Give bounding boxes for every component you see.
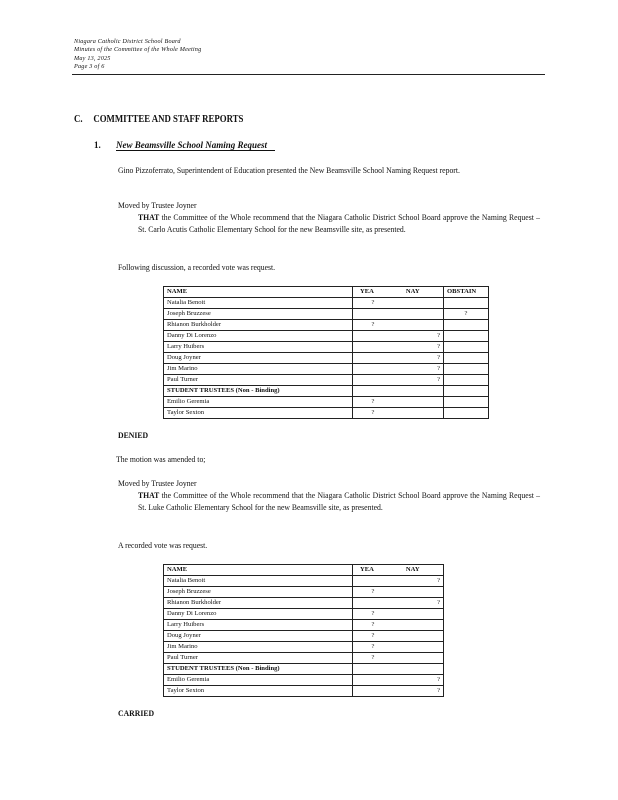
vote1-abstain-mark	[444, 320, 489, 331]
vote2-yea-mark: ?	[371, 654, 375, 661]
vote2-yea-nay-cell	[353, 653, 444, 664]
section-letter: C.	[74, 114, 83, 125]
vote1-yea-nay-cell	[353, 298, 444, 309]
vote1-yea-nay-cell	[353, 408, 444, 419]
vote1-yea-mark: ?	[371, 299, 375, 306]
amended-text: The motion was amended to;	[116, 455, 206, 464]
vote2-yea-mark: ?	[371, 643, 375, 650]
vote2-yea-mark: ?	[371, 621, 375, 628]
vote1-yea-nay-cell	[353, 397, 444, 408]
vote1-yea-mark: ?	[371, 398, 375, 405]
vote1-yea-nay-cell	[353, 331, 444, 342]
vote2-row	[164, 675, 444, 686]
vote1-student-header-empty	[444, 386, 489, 397]
vote1-trustee-name: Paul Turner	[164, 375, 353, 386]
vote1-table	[163, 286, 489, 419]
header-divider	[72, 74, 545, 75]
vote1-abstain-mark	[444, 364, 489, 375]
vote2-row	[164, 620, 444, 631]
vote2-yea-mark: ?	[371, 610, 375, 617]
vote1-trustee-name: Joseph Bruzzese	[164, 309, 353, 320]
vote1-nay-mark: ?	[437, 354, 440, 361]
vote1-nay-mark: ?	[437, 332, 440, 339]
vote1-row	[164, 353, 489, 364]
vote1-student-header-row	[164, 386, 489, 397]
discussion-text: Following discussion, a recorded vote was request.	[118, 263, 276, 272]
vote1-abstain-mark	[444, 397, 489, 408]
vote1-yea-nay-cell	[353, 342, 444, 353]
vote1-trustee-name: Rhianon Burkholder	[164, 320, 353, 331]
vote1-row	[164, 320, 489, 331]
vote1-header-yea-nay	[353, 287, 444, 298]
vote1-row	[164, 309, 489, 320]
recorded-text: A recorded vote was request.	[118, 541, 208, 550]
vote1-abstain-mark	[444, 298, 489, 309]
vote2-row	[164, 609, 444, 620]
header-meeting-name: Minutes of the Committee of the Whole Meeting	[74, 46, 202, 54]
vote1-trustee-name: Natalia Benoit	[164, 298, 353, 309]
vote1-row	[164, 342, 489, 353]
vote2-trustee-name: Larry Huibers	[164, 620, 353, 631]
vote2-trustee-name: Emilio Geremia	[164, 675, 353, 686]
vote2-yea-nay-cell	[353, 686, 444, 697]
item-number: 1.	[94, 140, 101, 150]
vote2-yea-nay-cell	[353, 598, 444, 609]
vote1-yea-nay-cell	[353, 364, 444, 375]
vote2-student-header-empty	[353, 664, 444, 675]
item-title: New Beamsville School Naming Request	[116, 140, 275, 151]
vote2-row	[164, 686, 444, 697]
vote2-nay-mark: ?	[437, 577, 440, 584]
vote1-yea-nay-cell	[353, 375, 444, 386]
motion1-body: the Committee of the Whole recommend that the Niagara Catholic District School Board approve the Naming Request – St. Carlo Acutis Catholic Elementary School for the new Beamsville site, as presented.	[138, 213, 541, 234]
vote2-yea-nay-cell	[353, 576, 444, 587]
vote1-nay-mark: ?	[437, 343, 440, 350]
motion2-body: the Committee of the Whole recommend that the Niagara Catholic District School Board approve the Naming Request – St. Luke Catholic Elementary School for the new Beamsville site, as presented.	[138, 491, 541, 512]
vote1-student-header-empty	[353, 386, 444, 397]
vote2-trustee-name: Jim Marino	[164, 642, 353, 653]
vote2-row	[164, 576, 444, 587]
vote1-abstain-mark	[444, 408, 489, 419]
header-page-number: Page 3 of 6	[74, 63, 105, 71]
vote1-result: DENIED	[118, 430, 149, 440]
vote1-nay-mark: ?	[437, 365, 440, 372]
vote1-trustee-name: Danny Di Lorenzo	[164, 331, 353, 342]
vote1-row	[164, 364, 489, 375]
vote2-yea-nay-cell	[353, 609, 444, 620]
vote2-yea-mark: ?	[371, 588, 375, 595]
vote2-row	[164, 598, 444, 609]
intro-paragraph: Gino Pizzoferrato, Superintendent of Education presented the New Beamsville School Naming Request report.	[118, 166, 460, 175]
vote2-nay-mark: ?	[437, 687, 440, 694]
vote2-yea-nay-cell	[353, 631, 444, 642]
vote2-student-header: STUDENT TRUSTEES (Non - Binding)	[164, 664, 353, 675]
vote2-nay-mark: ?	[437, 599, 440, 606]
vote2-trustee-name: Paul Turner	[164, 653, 353, 664]
vote1-abstain-mark: ?	[444, 309, 489, 320]
vote1-header-abstain: OBSTAIN	[444, 287, 489, 298]
vote1-row	[164, 331, 489, 342]
motion1-that: THAT	[138, 213, 160, 222]
vote1-yea-nay-cell	[353, 353, 444, 364]
vote2-header-name: NAME	[164, 565, 353, 576]
vote2-result: CARRIED	[118, 708, 155, 718]
vote1-header-yea: YEA	[360, 288, 374, 295]
vote1-yea-nay-cell	[353, 309, 444, 320]
vote1-nay-mark: ?	[437, 376, 440, 383]
vote2-trustee-name: Doug Joyner	[164, 631, 353, 642]
vote2-row	[164, 642, 444, 653]
vote2-table	[163, 564, 444, 697]
vote2-trustee-name: Danny Di Lorenzo	[164, 609, 353, 620]
vote1-yea-nay-cell	[353, 320, 444, 331]
header-date: May 13, 2025	[74, 54, 111, 62]
vote1-trustee-name: Taylor Sexton	[164, 408, 353, 419]
vote2-yea-nay-cell	[353, 620, 444, 631]
vote2-trustee-name: Joseph Bruzzese	[164, 587, 353, 598]
vote2-row	[164, 587, 444, 598]
vote1-trustee-name: Larry Huibers	[164, 342, 353, 353]
motion1-text	[138, 212, 540, 236]
vote1-abstain-mark	[444, 353, 489, 364]
vote1-trustee-name: Emilio Geremia	[164, 397, 353, 408]
vote2-row	[164, 631, 444, 642]
vote1-yea-mark: ?	[371, 409, 375, 416]
motion1-moved: Moved by Trustee Joyner	[118, 201, 197, 210]
vote1-trustee-name: Jim Marino	[164, 364, 353, 375]
vote1-yea-mark: ?	[371, 321, 375, 328]
vote1-abstain-mark	[444, 331, 489, 342]
vote1-header-nay: NAY	[405, 288, 420, 295]
section-heading	[74, 114, 243, 125]
vote2-header-yea-nay	[353, 565, 444, 576]
vote2-trustee-name: Natalia Benoit	[164, 576, 353, 587]
motion2-text	[138, 490, 540, 514]
vote2-trustee-name: Rhianon Burkholder	[164, 598, 353, 609]
page-header	[74, 38, 201, 72]
vote2-trustee-name: Taylor Sexton	[164, 686, 353, 697]
vote2-row	[164, 653, 444, 664]
vote1-row	[164, 408, 489, 419]
vote1-abstain-mark	[444, 375, 489, 386]
motion2-moved: Moved by Trustee Joyner	[118, 479, 197, 488]
vote2-yea-nay-cell	[353, 642, 444, 653]
vote2-header-nay: NAY	[405, 566, 420, 573]
vote2-header-yea: YEA	[360, 566, 374, 573]
header-board-name: Niagara Catholic District School Board	[74, 38, 181, 45]
vote1-trustee-name: Doug Joyner	[164, 353, 353, 364]
vote1-header-name: NAME	[164, 287, 353, 298]
vote1-abstain-mark	[444, 342, 489, 353]
vote2-yea-mark: ?	[371, 632, 375, 639]
motion2-that: THAT	[138, 491, 160, 500]
vote1-row	[164, 397, 489, 408]
vote2-yea-nay-cell	[353, 587, 444, 598]
vote2-yea-nay-cell	[353, 675, 444, 686]
vote1-student-header: STUDENT TRUSTEES (Non - Binding)	[164, 386, 353, 397]
vote2-student-header-row	[164, 664, 444, 675]
section-title: COMMITTEE AND STAFF REPORTS	[93, 114, 244, 125]
item-heading	[94, 140, 275, 150]
vote2-nay-mark: ?	[437, 676, 440, 683]
vote1-row	[164, 375, 489, 386]
vote1-row	[164, 298, 489, 309]
